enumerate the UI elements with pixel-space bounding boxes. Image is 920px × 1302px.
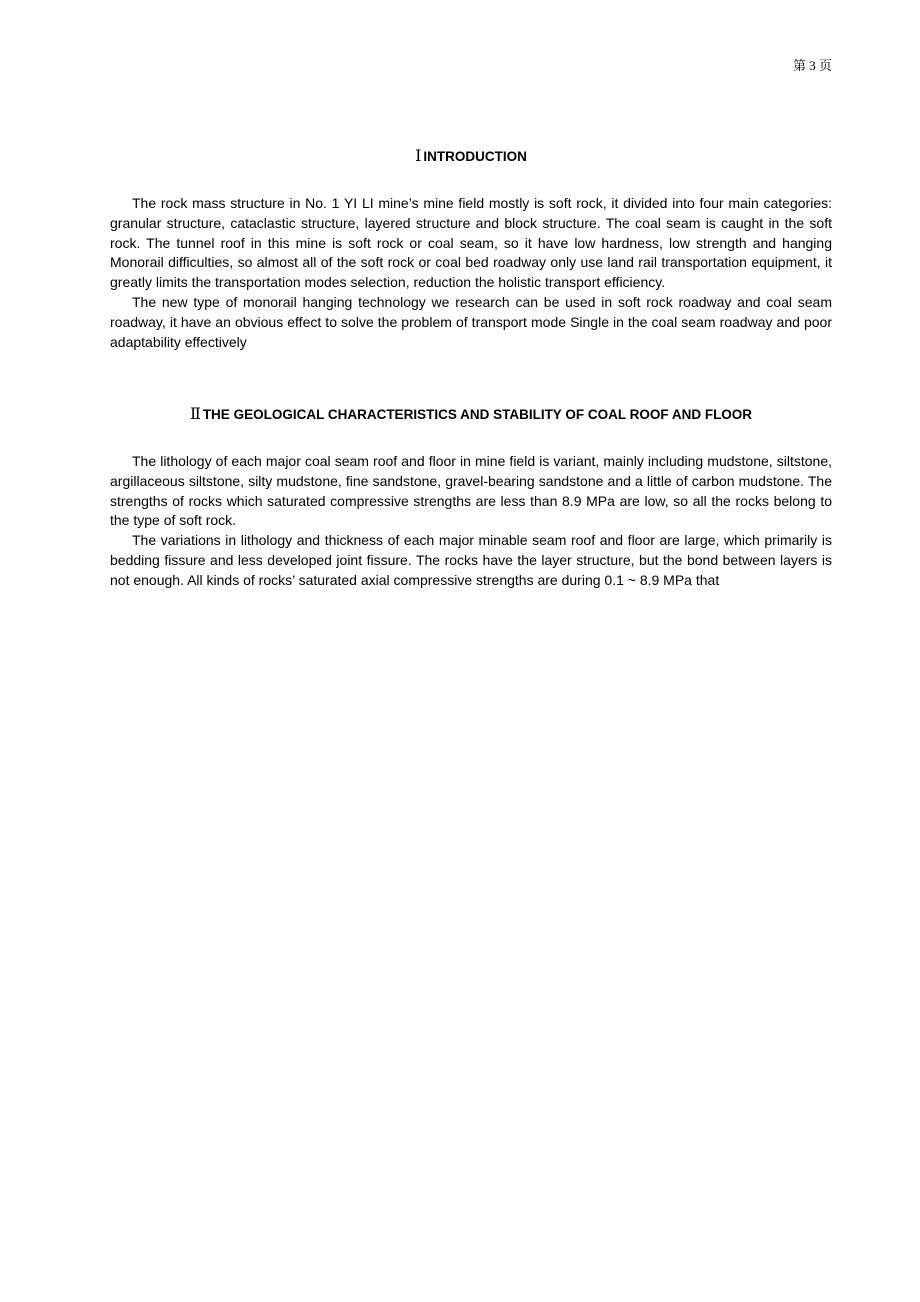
page-number: 第 3 页 (792, 58, 832, 73)
section-title: THE GEOLOGICAL CHARACTERISTICS AND STABILITY OF COAL ROOF AND FLOOR (202, 407, 753, 422)
section-numeral: Ⅰ (415, 148, 422, 165)
section-introduction (110, 194, 832, 352)
section-heading-introduction (110, 148, 832, 166)
section-title: INTRODUCTION (423, 149, 527, 164)
paragraph: The new type of monorail hanging technology we research can be used in soft rock roadway and coal seam roadway, it have an obvious effect to solve the problem of transport mode Single in the coal seam roadway and poor adaptability effectively (110, 293, 832, 350)
section-geology (110, 452, 832, 591)
paragraph: The rock mass structure in No. 1 YI LI mine’s mine field mostly is soft rock, it divided into four main categories: granular structure, cataclastic structure, layered structure and block structure. The coal seam is caught in the soft rock. The tunnel roof in this mine is soft rock or coal seam, so it have low hardness, low strength and hanging Monorail difficulties, so almost all of the soft rock or coal bed roadway only use land rail transportation equipment, it greatly limits the transportation modes selection, reduction the holistic transport efficiency. (110, 195, 832, 291)
paragraph: The lithology of each major coal seam roof and floor in mine field is variant, mainly including mudstone, siltstone, argillaceous siltstone, silty mudstone, fine sandstone, gravel-bearing sandstone and a little of carbon mudstone. The strengths of rocks which saturated compressive strengths are less than 8.9 MPa are low, so all the rocks belong to the type of soft rock. (110, 453, 832, 529)
section-numeral: Ⅱ (189, 406, 201, 423)
paragraph: The variations in lithology and thickness of each major minable seam roof and floor are large, which primarily is bedding fissure and less developed joint fissure. The rocks have the layer structure, but the bond between layers is not enough. All kinds of rocks’ saturated axial compressive strengths are during 0.1 ~ 8.9 MPa that (110, 532, 832, 588)
section-heading-geology (110, 406, 832, 424)
